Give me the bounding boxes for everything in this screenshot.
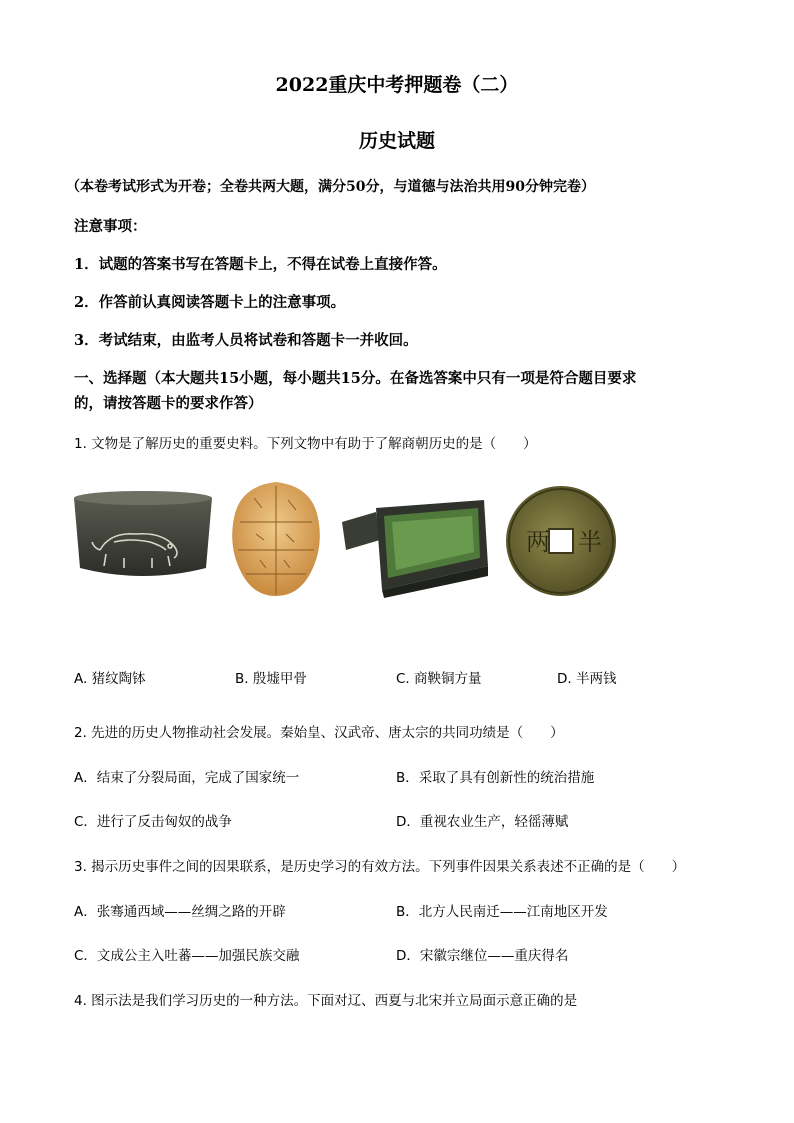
question-1-option-d: D. 半两钱: [557, 671, 617, 687]
question-1-option-b: B. 殷墟甲骨: [235, 671, 307, 687]
coin-character-liang: 两: [526, 528, 550, 556]
pig-pottery-bowl-image: [70, 488, 216, 584]
oracle-bone-image: [226, 478, 326, 600]
notes-heading: 注意事项：: [74, 218, 147, 235]
section-heading-line1: 一、选择题（本大题共15小题，每小题共15分。在备选答案中只有一项是符合题目要求: [74, 370, 637, 387]
question-1-stem: 1. 文物是了解历史的重要史料。下列文物中有助于了解商朝历史的是（ ）: [74, 436, 537, 452]
exam-subtitle: 历史试题: [358, 130, 435, 152]
exam-info: （本卷考试形式为开卷；全卷共两大题，满分50分，与道德与法治共用90分钟完卷）: [66, 179, 595, 195]
question-1-option-c: C. 商鞅铜方量: [396, 671, 482, 687]
question-3-option-d: D．宋徽宗继位——重庆得名: [396, 948, 569, 964]
shang-yang-bronze-measure-image: [340, 496, 490, 600]
question-3-option-b: B．北方人民南迁——江南地区开发: [396, 904, 608, 920]
question-3-stem: 3. 揭示历史事件之间的因果联系，是历史学习的有效方法。下列事件因果关系表述不正确的是（ ）: [74, 859, 686, 875]
question-3-option-c: C．文成公主入吐蕃——加强民族交融: [74, 948, 300, 964]
question-2-option-b: B．采取了具有创新性的统治措施: [396, 770, 595, 786]
ban-liang-coin-image: [504, 484, 618, 598]
note-item: 1．试题的答案书写在答题卡上，不得在试卷上直接作答。: [74, 256, 447, 273]
question-2-option-a: A．结束了分裂局面，完成了国家统一: [74, 770, 300, 786]
note-item: 2．作答前认真阅读答题卡上的注意事项。: [74, 294, 346, 311]
coin-character-ban: 半: [578, 528, 602, 556]
question-2-stem: 2. 先进的历史人物推动社会发展。秦始皇、汉武帝、唐太宗的共同功绩是（ ）: [74, 725, 564, 741]
note-item: 3．考试结束，由监考人员将试卷和答题卡一并收回。: [74, 332, 418, 349]
question-1-option-a: A. 猪纹陶钵: [74, 671, 146, 687]
exam-title: 2022重庆中考押题卷（二）: [275, 74, 519, 96]
question-3-option-a: A．张骞通西域——丝绸之路的开辟: [74, 904, 286, 920]
question-2-option-d: D．重视农业生产，轻徭薄赋: [396, 814, 569, 830]
question-4-stem: 4. 图示法是我们学习历史的一种方法。下面对辽、西夏与北宋并立局面示意正确的是: [74, 993, 578, 1009]
section-heading-line2: 的，请按答题卡的要求作答）: [74, 395, 263, 412]
question-2-option-c: C．进行了反击匈奴的战争: [74, 814, 232, 830]
